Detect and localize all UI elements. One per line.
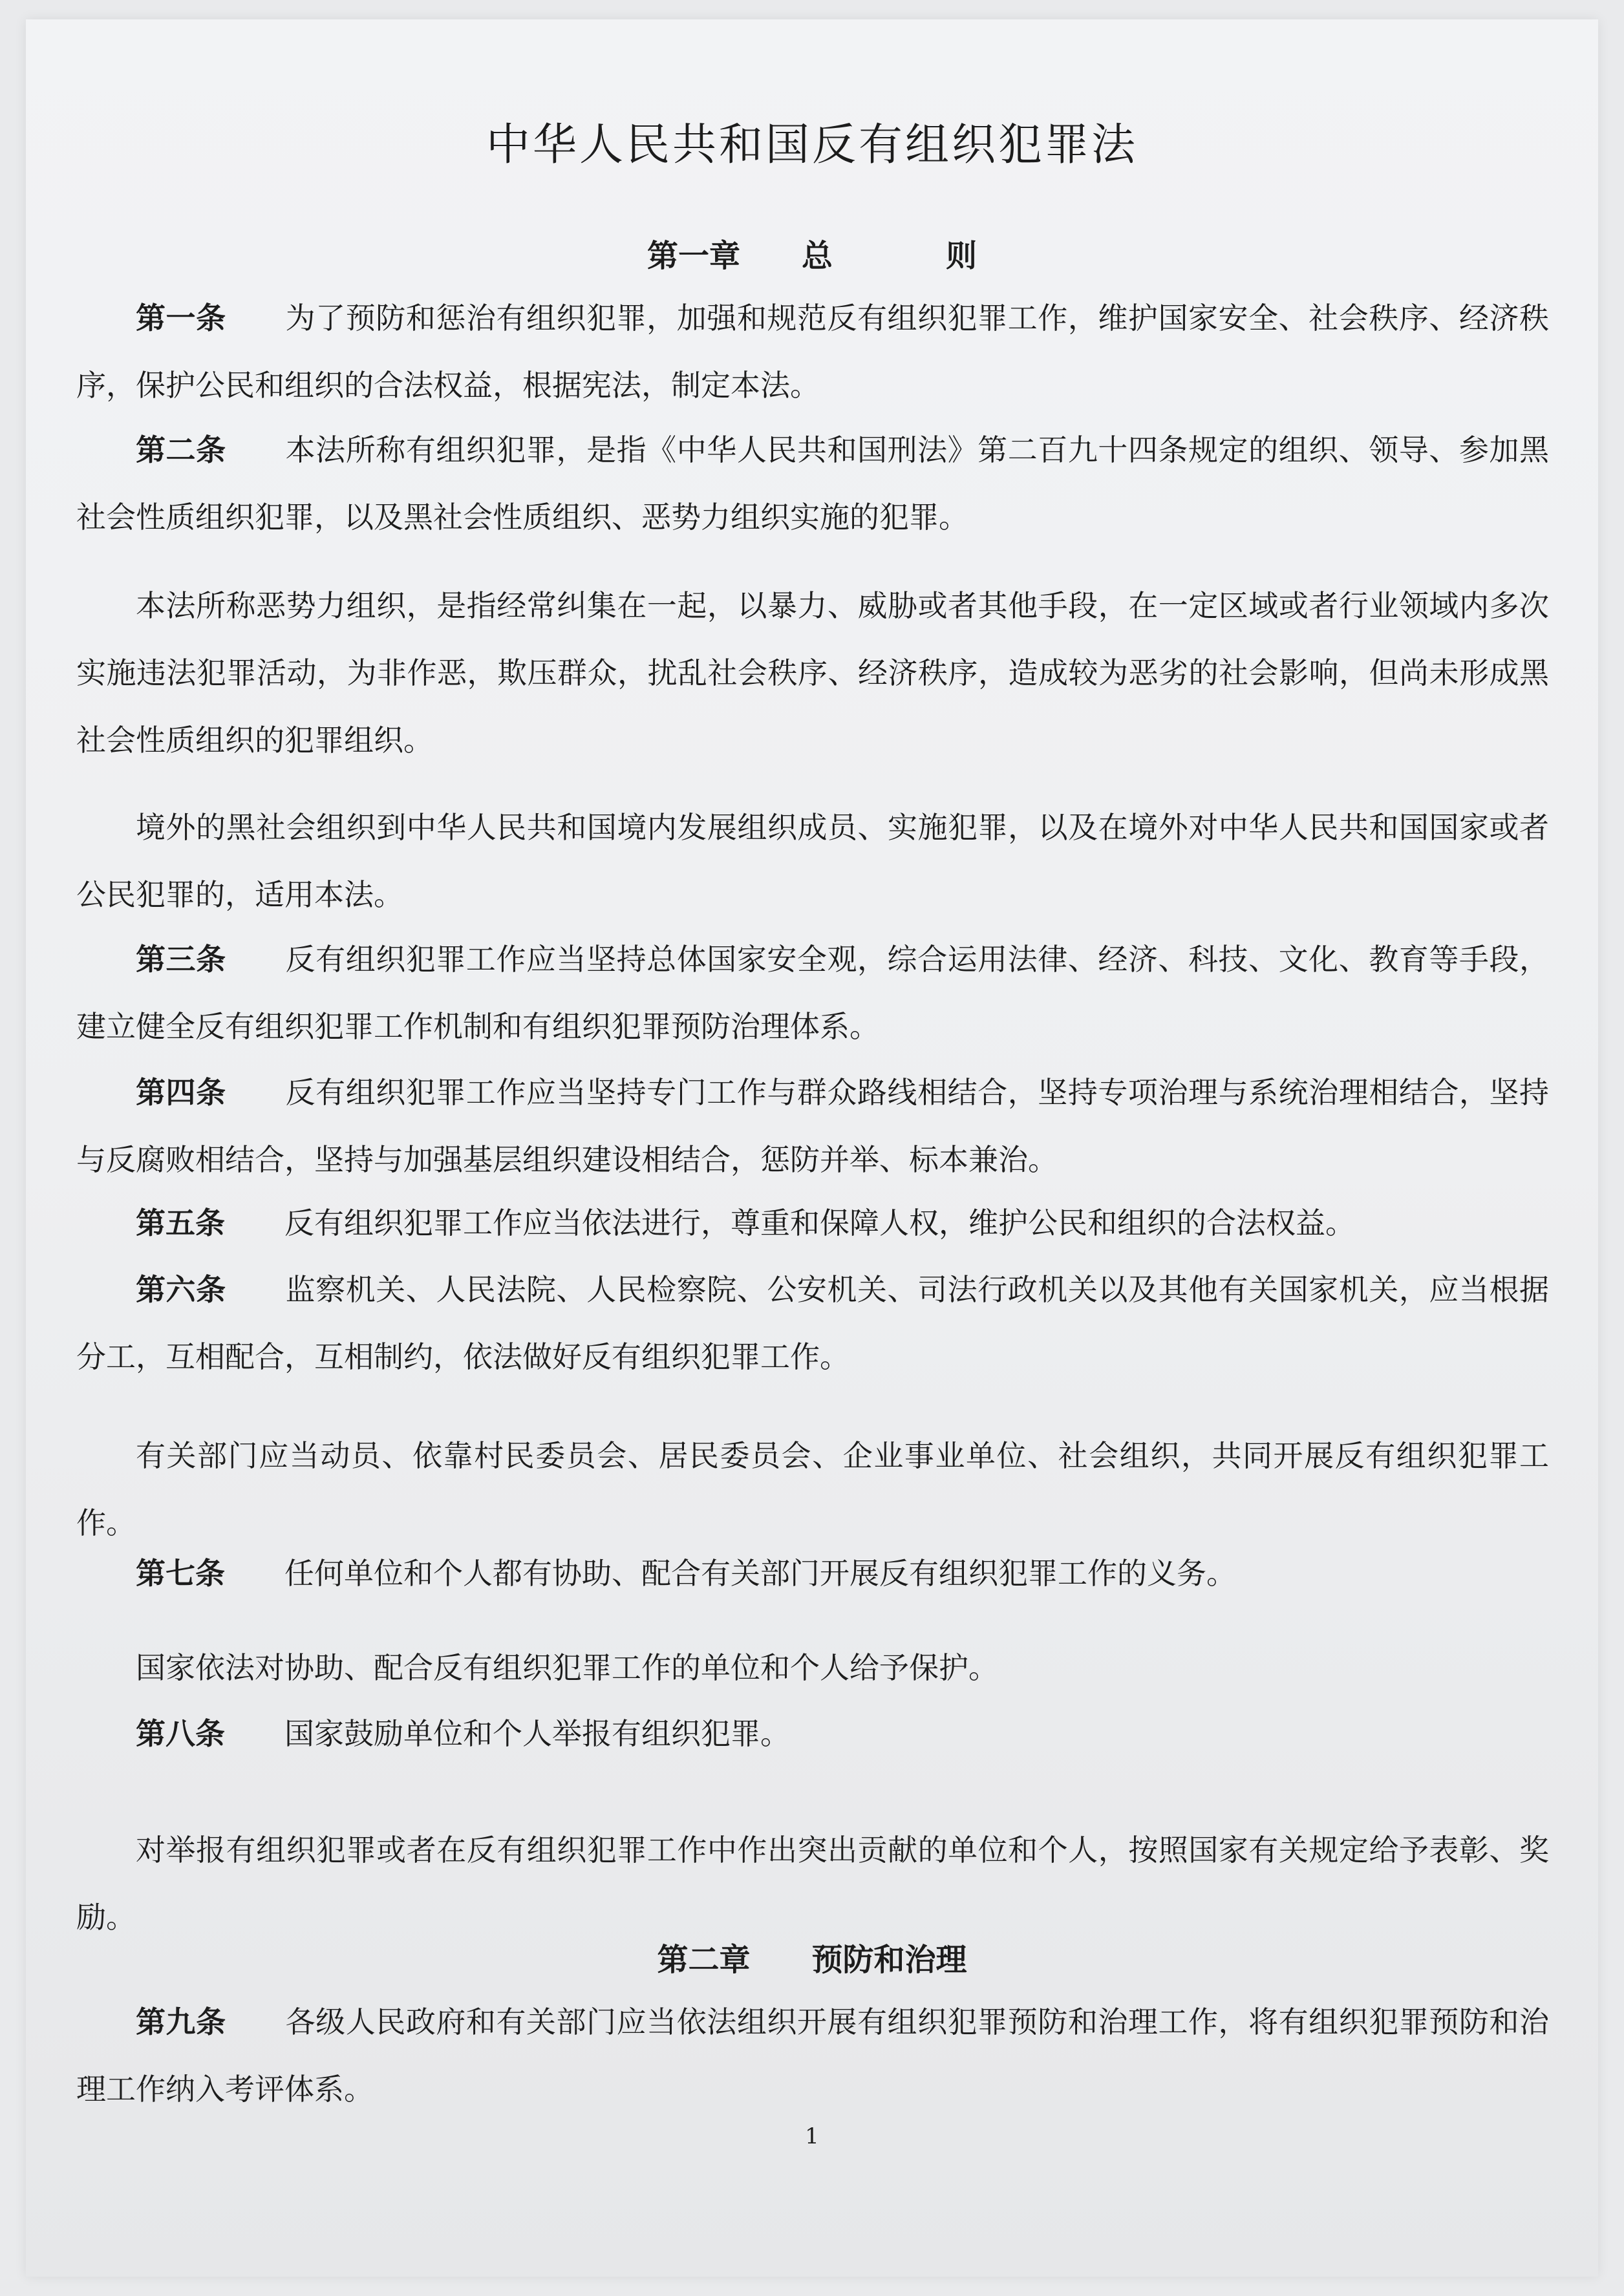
article-6-paragraph-2 (76, 1422, 1549, 1557)
chapter-number: 第一章 (646, 238, 740, 274)
article-text: 反有组织犯罪工作应当坚持总体国家安全观，综合运用法律、经济、科技、文化、教育等手段，建立健全反有组织犯罪工作机制和有组织犯罪预防治理体系。 (76, 942, 1550, 1044)
article-4 (76, 1059, 1549, 1193)
paragraph-text: 境外的黑社会组织到中华人民共和国境内发展组织成员、实施犯罪，以及在境外对中华人民共和国国家或者公民犯罪的，适用本法。 (76, 810, 1549, 912)
article-number: 第九条 (136, 2004, 226, 2039)
chapter-name: 预防和治理 (811, 1942, 967, 1978)
article-1 (76, 284, 1549, 419)
article-number: 第四条 (136, 1075, 226, 1110)
article-number: 第八条 (136, 1716, 225, 1751)
article-2 (76, 416, 1549, 551)
chapter-heading-1 (26, 237, 1598, 275)
document-title: 中华人民共和国反有组织犯罪法 (486, 120, 1138, 171)
article-text: 反有组织犯罪工作应当坚持专门工作与群众路线相结合，坚持专项治理与系统治理相结合，坚持与反腐败相结合，坚持与加强基层组织建设相结合，惩防并举、标本兼治。 (76, 1075, 1550, 1177)
paragraph-text: 有关部门应当动员、依靠村民委员会、居民委员会、企业事业单位、社会组织，共同开展反有组织犯罪工作。 (76, 1438, 1549, 1540)
article-text: 监察机关、人民法院、人民检察院、公安机关、司法行政机关以及其他有关国家机关，应当根据分工，互相配合，互相制约，依法做好反有组织犯罪工作。 (76, 1272, 1550, 1374)
article-number: 第二条 (136, 432, 226, 467)
article-2-paragraph-2 (76, 572, 1549, 774)
article-number: 第一条 (136, 301, 226, 335)
chapter-name: 总则 (802, 238, 1091, 274)
article-text: 国家鼓励单位和个人举报有组织犯罪。 (284, 1716, 790, 1751)
document-page (26, 19, 1598, 2277)
article-5 (76, 1189, 1549, 1257)
article-8-paragraph-2 (76, 1816, 1549, 1951)
article-number: 第六条 (136, 1272, 226, 1307)
article-text: 本法所称有组织犯罪，是指《中华人民共和国刑法》第二百九十四条规定的组织、领导、参加黑社会性质组织犯罪，以及黑社会性质组织、恶势力组织实施的犯罪。 (76, 432, 1550, 535)
article-2-paragraph-3 (76, 794, 1549, 928)
article-7-paragraph-2 (76, 1634, 1549, 1701)
article-number: 第三条 (136, 942, 226, 977)
article-number: 第五条 (136, 1206, 225, 1240)
article-text: 反有组织犯罪工作应当依法进行，尊重和保障人权，维护公民和组织的合法权益。 (284, 1206, 1355, 1240)
paragraph-text: 对举报有组织犯罪或者在反有组织犯罪工作中作出突出贡献的单位和个人，按照国家有关规定给予表彰、奖励。 (76, 1833, 1549, 1935)
article-text: 任何单位和个人都有协助、配合有关部门开展反有组织犯罪工作的义务。 (284, 1556, 1236, 1591)
article-text: 各级人民政府和有关部门应当依法组织开展有组织犯罪预防和治理工作，将有组织犯罪预防和治理工作纳入考评体系。 (76, 2004, 1550, 2107)
paragraph-text: 本法所称恶势力组织，是指经常纠集在一起，以暴力、威胁或者其他手段，在一定区域或者行业领域内多次实施违法犯罪活动，为非作恶，欺压群众，扰乱社会秩序、经济秩序，造成较为恶劣的社会影响，但尚未形成黑社会性质组织的犯罪组织。 (76, 588, 1549, 758)
chapter-heading-2 (26, 1940, 1598, 1979)
article-3 (76, 926, 1549, 1060)
paragraph-text: 国家依法对协助、配合反有组织犯罪工作的单位和个人给予保护。 (136, 1650, 998, 1685)
article-6 (76, 1256, 1549, 1390)
article-text: 为了预防和惩治有组织犯罪，加强和规范反有组织犯罪工作，维护国家安全、社会秩序、经济秩序，保护公民和组织的合法权益，根据宪法，制定本法。 (76, 301, 1550, 403)
page-number: 1 (805, 2123, 819, 2149)
article-9 (76, 1988, 1549, 2123)
article-7 (76, 1540, 1549, 1607)
chapter-number: 第二章 (657, 1942, 751, 1978)
article-number: 第七条 (136, 1556, 225, 1591)
article-8 (76, 1700, 1549, 1767)
